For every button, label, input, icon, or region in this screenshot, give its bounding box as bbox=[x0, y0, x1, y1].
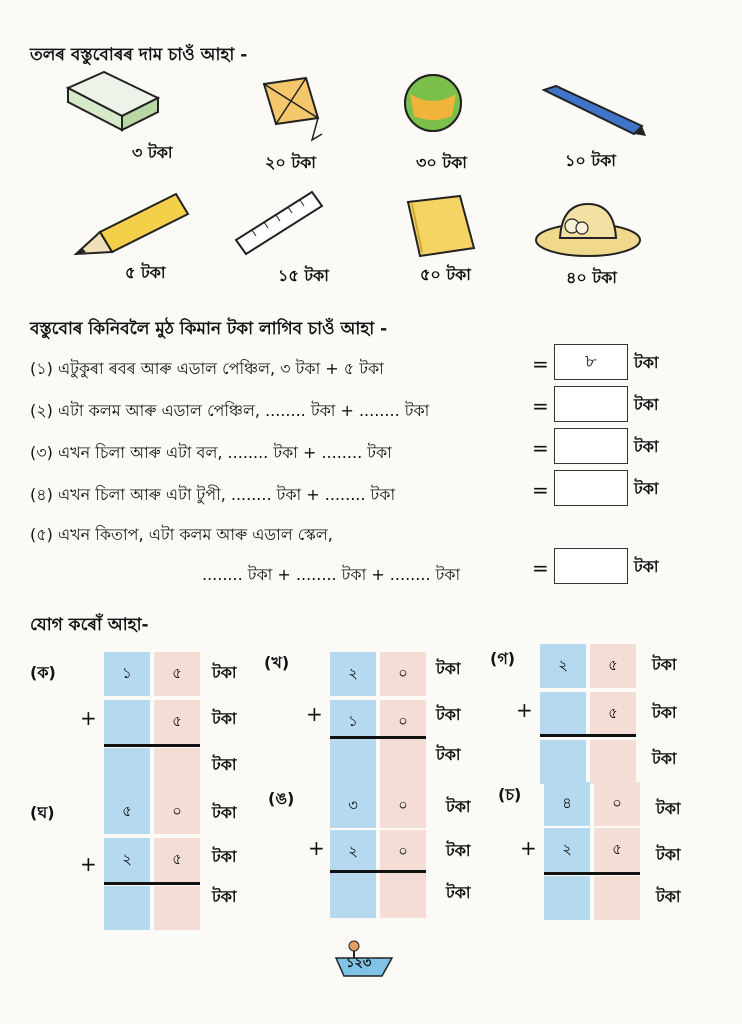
plus-sign: + bbox=[308, 836, 325, 860]
answer-box-1[interactable]: ৮ bbox=[554, 344, 628, 380]
price-pen: ১০ টকা bbox=[565, 151, 616, 170]
taka-label: টকা bbox=[212, 803, 237, 822]
sum-label: (ঘ) bbox=[30, 803, 55, 822]
question-3: (৩) এখন চিলা আৰু এটা বল, ........ টকা + ........ টকা bbox=[30, 443, 392, 462]
price-ball: ৩০ টকা bbox=[416, 153, 467, 172]
taka-label: টকা bbox=[652, 655, 677, 674]
price-eraser: ৩ টকা bbox=[132, 143, 173, 162]
sum-cell: ১ bbox=[104, 652, 150, 696]
page-number: ১২৩ bbox=[346, 956, 372, 971]
price-ruler: ১৫ টকা bbox=[278, 266, 329, 285]
hat-icon bbox=[532, 196, 644, 260]
price-kite: ২০ টকা bbox=[265, 153, 316, 172]
equals-1: = bbox=[532, 352, 549, 376]
sum-answer-cell[interactable] bbox=[594, 876, 640, 920]
pen-icon bbox=[538, 84, 648, 140]
question-5: (৫) এখন কিতাপ, এটা কলম আৰু এডাল স্কেল, bbox=[30, 525, 333, 544]
sum-cell: ০ bbox=[154, 790, 200, 834]
question-2: (২) এটা কলম আৰু এডাল পেঞ্চিল, ........ টকা + ........ টকা bbox=[30, 401, 430, 420]
sum-cell: ০ bbox=[380, 652, 426, 696]
equals-2: = bbox=[532, 394, 549, 418]
sum-label: (চ) bbox=[498, 785, 522, 804]
price-hat: ৪০ টকা bbox=[566, 268, 617, 287]
sum-cell: ০ bbox=[380, 700, 426, 744]
equals-4: = bbox=[532, 478, 549, 502]
plus-sign: + bbox=[520, 836, 537, 860]
taka-label-4: টকা bbox=[634, 479, 659, 498]
taka-label: টকা bbox=[656, 799, 681, 818]
sum-cell: ৫ bbox=[154, 700, 200, 744]
sum-cell bbox=[104, 700, 150, 744]
sum-grid-gha bbox=[104, 790, 200, 930]
taka-label-1: টকা bbox=[634, 353, 659, 372]
sum-rule bbox=[540, 734, 636, 737]
sum-rule bbox=[544, 872, 640, 875]
taka-label: টকা bbox=[212, 887, 237, 906]
sum-cell: ৫ bbox=[590, 692, 636, 736]
taka-label-3: টকা bbox=[634, 437, 659, 456]
sum-grid-ga bbox=[540, 644, 636, 784]
taka-label: টকা bbox=[212, 755, 237, 774]
sum-rule bbox=[330, 736, 426, 739]
book-icon bbox=[404, 194, 476, 260]
sum-answer-cell[interactable] bbox=[104, 748, 150, 792]
sum-cell: ৫ bbox=[104, 790, 150, 834]
answer-box-2[interactable] bbox=[554, 386, 628, 422]
taka-label: টকা bbox=[436, 745, 461, 764]
answer-box-3[interactable] bbox=[554, 428, 628, 464]
section3-title: যোগ কৰোঁ আহা- bbox=[30, 615, 149, 635]
sum-cell: ০ bbox=[380, 784, 426, 828]
answer-box-4[interactable] bbox=[554, 470, 628, 506]
pencil-icon bbox=[70, 186, 194, 260]
sum-cell bbox=[540, 692, 586, 736]
plus-sign: + bbox=[516, 698, 533, 722]
sum-grid-ka bbox=[104, 652, 200, 790]
taka-label: টকা bbox=[212, 847, 237, 866]
sum-answer-cell[interactable] bbox=[104, 886, 150, 930]
answer-box-5[interactable] bbox=[554, 548, 628, 584]
eraser-icon bbox=[62, 68, 162, 132]
sum-cell: ৫ bbox=[594, 828, 640, 872]
sum-answer-cell[interactable] bbox=[154, 886, 200, 930]
sum-answer-cell[interactable] bbox=[330, 744, 376, 788]
sum-label: (ক) bbox=[30, 663, 56, 682]
sum-cell: ৪ bbox=[544, 782, 590, 826]
sum-rule bbox=[104, 882, 200, 885]
section1-title: তলৰ বস্তুবোৰৰ দাম চাওঁ আহা - bbox=[30, 45, 248, 65]
price-pencil: ৫ টকা bbox=[125, 263, 166, 282]
taka-label-5: টকা bbox=[634, 557, 659, 576]
sum-cell: ৫ bbox=[154, 838, 200, 882]
taka-label: টকা bbox=[652, 703, 677, 722]
taka-label: টকা bbox=[446, 797, 471, 816]
sum-cell: ০ bbox=[380, 830, 426, 874]
sum-cell: ২ bbox=[544, 828, 590, 872]
sum-cell: ২ bbox=[330, 652, 376, 696]
plus-sign: + bbox=[306, 702, 323, 726]
sum-rule bbox=[330, 870, 426, 873]
sum-cell: ২ bbox=[104, 838, 150, 882]
taka-label: টকা bbox=[656, 887, 681, 906]
sum-cell: ০ bbox=[594, 782, 640, 826]
equals-5: = bbox=[532, 556, 549, 580]
sum-answer-cell[interactable] bbox=[544, 876, 590, 920]
sum-answer-cell[interactable] bbox=[590, 740, 636, 784]
sum-cell: ৫ bbox=[154, 652, 200, 696]
ball-icon bbox=[402, 72, 464, 134]
sum-cell: ৫ bbox=[590, 644, 636, 688]
question-1: (১) এটুকুৰা ৰবৰ আৰু এডাল পেঞ্চিল, ৩ টকা + ৫ টকা bbox=[30, 359, 384, 378]
taka-label: টকা bbox=[436, 659, 461, 678]
taka-label-2: টকা bbox=[634, 395, 659, 414]
sum-answer-cell[interactable] bbox=[380, 874, 426, 918]
section2-title: বস্তুবোৰ কিনিবলৈ মুঠ কিমান টকা লাগিব চাওঁ আহা - bbox=[30, 319, 388, 339]
sum-grid-cha bbox=[544, 782, 640, 918]
price-book: ৫০ টকা bbox=[420, 265, 471, 284]
sum-label: (ঙ) bbox=[268, 789, 295, 808]
sum-answer-cell[interactable] bbox=[540, 740, 586, 784]
sum-grid-nga bbox=[330, 784, 426, 918]
taka-label: টকা bbox=[436, 705, 461, 724]
taka-label: টকা bbox=[212, 709, 237, 728]
sum-rule bbox=[104, 744, 200, 747]
question-5-line2: ........ টকা + ........ টকা + ........ টকা bbox=[202, 565, 461, 584]
taka-label: টকা bbox=[446, 883, 471, 902]
taka-label: টকা bbox=[212, 663, 237, 682]
sum-label: (গ) bbox=[490, 649, 516, 668]
plus-sign: + bbox=[80, 706, 97, 730]
sum-cell: ২ bbox=[330, 830, 376, 874]
sum-cell: ৩ bbox=[330, 784, 376, 828]
sum-label: (খ) bbox=[264, 653, 290, 672]
question-4: (৪) এখন চিলা আৰু এটা টুপী, ........ টকা + ........ টকা bbox=[30, 485, 396, 504]
taka-label: টকা bbox=[652, 749, 677, 768]
sum-answer-cell[interactable] bbox=[154, 748, 200, 792]
equals-3: = bbox=[532, 436, 549, 460]
sum-grid-kha bbox=[330, 652, 426, 790]
sum-cell: ২ bbox=[540, 644, 586, 688]
plus-sign: + bbox=[80, 852, 97, 876]
sum-answer-cell[interactable] bbox=[380, 744, 426, 788]
taka-label: টকা bbox=[446, 841, 471, 860]
sum-answer-cell[interactable] bbox=[330, 874, 376, 918]
sum-cell: ১ bbox=[330, 700, 376, 744]
kite-icon bbox=[258, 74, 326, 146]
ruler-icon bbox=[232, 188, 324, 260]
taka-label: টকা bbox=[656, 845, 681, 864]
